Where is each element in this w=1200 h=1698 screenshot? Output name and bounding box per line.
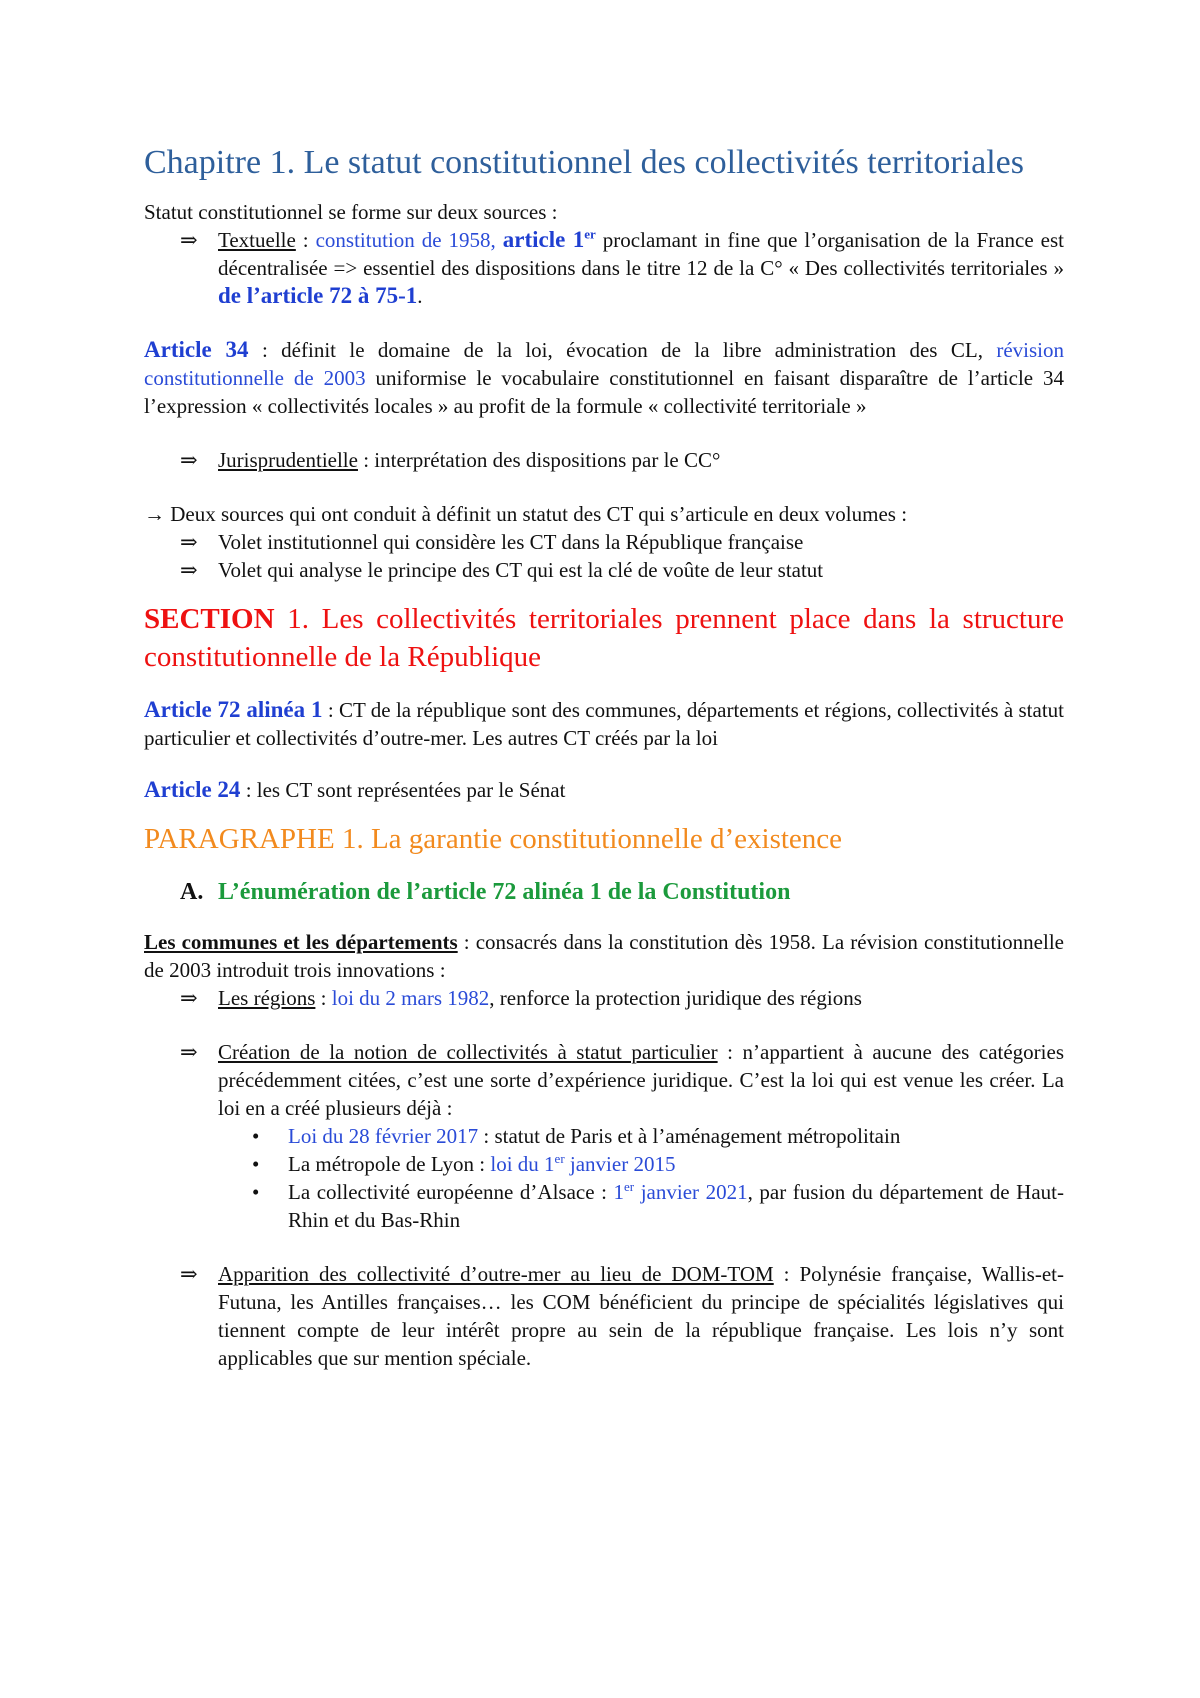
list-item-jurisprudentielle: ⇒ Jurisprudentielle : interprétation des dispositions par le CC°	[180, 448, 721, 472]
article-24-label: Article 24	[144, 777, 241, 802]
right-arrow-icon: →	[144, 502, 165, 526]
article-34-label: Article 34	[144, 337, 249, 362]
article-72-label: Article 72 alinéa 1	[144, 697, 323, 722]
article-72-75-ref: de l’article 72 à 75-1	[218, 283, 418, 308]
article-1-ref: article 1er	[502, 226, 596, 252]
arrow-icon: ⇒	[180, 448, 198, 472]
list-item-regions: ⇒ Les régions : loi du 2 mars 1982, renforce la protection juridique des régions	[180, 986, 862, 1010]
list-item-volet-2: ⇒ Volet qui analyse le principe des CT qui est la clé de voûte de leur statut	[180, 558, 824, 582]
communes-paragraph: Les communes et les départements : consacrés dans la constitution dès 1958. La révision constitutionnelle de 2003 introduit trois innovations :	[144, 930, 1064, 982]
bullet-icon: •	[252, 1180, 260, 1204]
loi-2015-ref: loi du 1er janvier 2015	[490, 1151, 676, 1176]
arrow-icon: ⇒	[180, 228, 198, 252]
article-72-paragraph: Article 72 alinéa 1 : CT de la république sont des communes, départements et régions, collectivités à statut particulier et collectivités d’outre-mer. Les autres CT créés par la loi	[144, 697, 1064, 750]
list-item-statut-particulier: ⇒ Création de la notion de collectivités à statut particulier : n’appartient à aucune des catégories précédemment citées, c’est une sorte d’expérience juridique. C’est la loi qui est venue les créer. La loi en a créé plusieurs déjà :	[180, 1040, 1065, 1120]
constitution-1958-ref: constitution de 1958,	[315, 228, 496, 252]
loi-2017-ref: Loi du 28 février 2017	[288, 1124, 479, 1148]
arrow-icon: ⇒	[180, 558, 198, 582]
paragraphe-1-heading: PARAGRAPHE 1. La garantie constitutionnelle d’existence	[144, 823, 843, 855]
chapter-title: Chapitre 1. Le statut constitutionnel des collectivités territoriales	[144, 144, 1024, 181]
communes-label: Les communes et les départements	[144, 930, 458, 954]
section-1-heading: SECTION 1. Les collectivités territoriales prennent place dans la structure constitutionnelle de la République	[144, 603, 1064, 673]
list-item-volet-1: ⇒ Volet institutionnel qui considère les CT dans la République française	[180, 530, 804, 554]
textuelle-text: proclamant in fine que l’organisation de la France est décentralisée => essentiel des dispositions dans le titre 12 de la C° « Des collectivités territoriales »	[218, 228, 1064, 280]
list-item-textuelle: ⇒ Textuelle : constitution de 1958, article 1er proclamant in fine que l’organisation de la France est décentralisée => essentiel des dispositions dans le titre 12 de la C° « Des collectivités territoriales » de l’article 72 à 75-1.	[180, 226, 1064, 308]
statut-particulier-label: Création de la notion de collectivités à statut particulier	[218, 1040, 718, 1064]
loi-1982-ref: loi du 2 mars 1982	[331, 986, 490, 1010]
textuelle-sep: :	[295, 228, 316, 252]
list-item-lyon: • La métropole de Lyon : loi du 1er janvier 2015	[252, 1151, 676, 1176]
list-item-alsace: • La collectivité européenne d’Alsace : 1er janvier 2021, par fusion du département de Haut-Rhin et du Bas-Rhin	[252, 1179, 1064, 1232]
outre-mer-label: Apparition des collectivité d’outre-mer au lieu de DOM-TOM	[218, 1262, 774, 1286]
article-34-paragraph: Article 34 : définit le domaine de la loi, évocation de la libre administration des CL, révision constitutionnelle de 2003 uniformise le vocabulaire constitutionnel en faisant disparaître de l’article 34 l’expression « collectivités locales » au profit de la formule « collectivité territoriale »	[144, 337, 1064, 418]
deux-sources-text: → Deux sources qui ont conduit à définit un statut des CT qui s’articule en deux volumes :	[144, 502, 908, 526]
textuelle-label: Textuelle	[218, 228, 296, 252]
date-2021-ref: 1er janvier 2021	[613, 1179, 748, 1204]
article-24-paragraph: Article 24 : les CT sont représentées par le Sénat	[144, 777, 566, 802]
list-item-paris: • Loi du 28 février 2017 : statut de Paris et à l’aménagement métropolitain	[252, 1124, 901, 1148]
document-page	[144, 140, 1064, 1372]
arrow-icon: ⇒	[180, 1262, 198, 1286]
bullet-icon: •	[252, 1124, 260, 1148]
bullet-icon: •	[252, 1152, 260, 1176]
arrow-icon: ⇒	[180, 1040, 198, 1064]
revision-2003-ref: révision constitutionnelle de 2003	[144, 338, 1064, 390]
sub-a-heading: A. L’énumération de l’article 72 alinéa 1 de la Constitution	[180, 879, 791, 905]
arrow-icon: ⇒	[180, 530, 198, 554]
intro-text: Statut constitutionnel se forme sur deux sources :	[144, 200, 558, 224]
arrow-icon: ⇒	[180, 986, 198, 1010]
jurisprudentielle-label: Jurisprudentielle	[218, 448, 358, 472]
regions-label: Les régions	[218, 986, 316, 1010]
list-item-outre-mer: ⇒ Apparition des collectivité d’outre-mer au lieu de DOM-TOM : Polynésie française, Wallis-et-Futuna, les Antilles françaises… les COM bénéficient du principe de spécialités législatives qui tiennent compte de leur intérêt propre au sein de la république française. Les lois n’y sont applicables que sur mention spéciale.	[180, 1262, 1064, 1370]
